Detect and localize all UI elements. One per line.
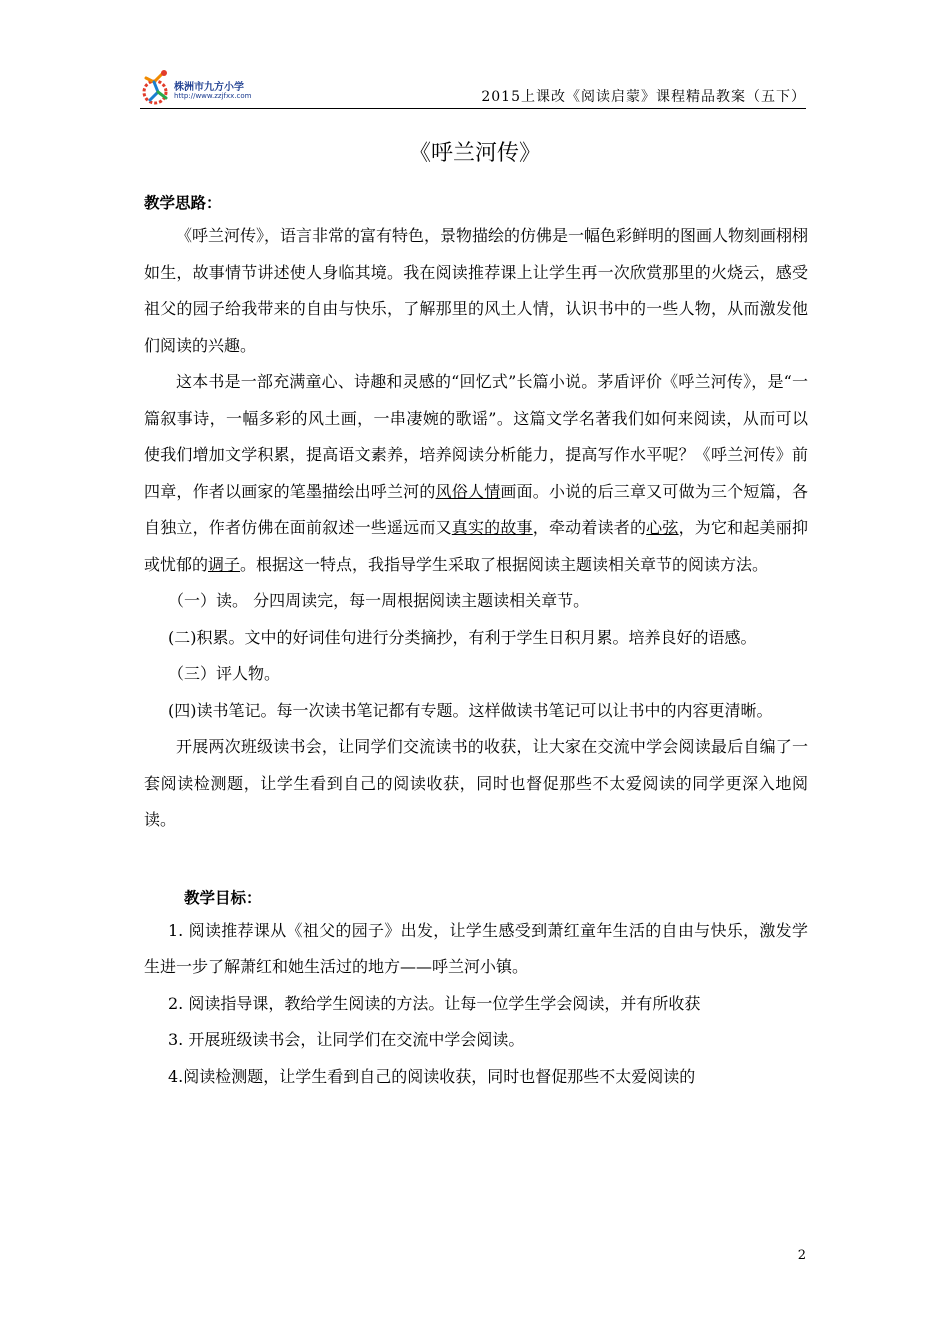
school-url: http://www.zzjfxx.com <box>174 92 252 100</box>
underlined-phrase: 真实的故事 <box>451 518 533 537</box>
goal-item-3: 3. 开展班级读书会，让同学们在交流中学会阅读。 <box>168 1030 525 1049</box>
method-item-read: （一）读。 分四周读完，每一周根据阅读主题读相关章节。 <box>168 591 590 610</box>
goal-item-2: 2. 阅读指导课，教给学生阅读的方法。让每一位学生学会阅读，并有所收获 <box>168 993 701 1013</box>
document-title: 《呼兰河传》 <box>408 141 541 166</box>
document-body <box>144 188 808 1095</box>
page-number: 2 <box>797 1248 806 1263</box>
underlined-phrase: 心弦 <box>646 518 679 537</box>
underlined-phrase: 调子 <box>208 554 241 574</box>
goal-item-4: 4.阅读检测题，让学生看到自己的阅读收获，同时也督促那些不太爱阅读的 <box>168 1066 696 1086</box>
underlined-phrase: 风俗人情 <box>435 481 501 501</box>
goal-item-1: 1. 阅读推荐课从《祖父的园子》出发，让学生感受到萧红童年生活的自由与快乐，激发学生进一步了解萧红和她生活过的地方——呼兰河小镇。 <box>144 920 808 976</box>
paragraph-intro: 《呼兰河传》，语言非常的富有特色，景物描绘的仿佛是一幅色彩鲜明的图画人物刻画栩栩如生，故事情节讲述使人身临其境。我在阅读推荐课上让学生再一次欣赏那里的火烧云，感受祖父的园子给我带来的自由与快乐，了解那里的风土人情，认识书中的一些人物，从而激发他们阅读的兴趣。 <box>144 226 809 355</box>
method-item-characters: （三）评人物。 <box>168 664 281 683</box>
header-divider <box>140 108 806 109</box>
method-item-accumulate: (二)积累。文中的好词佳句进行分类摘抄，有利于学生日积月累。培养良好的语感。 <box>168 627 757 647</box>
course-header-title: 2015上课改《阅读启蒙》课程精品教案（五下） <box>481 89 806 105</box>
section-heading-teaching-approach: 教学思路： <box>144 194 222 212</box>
section-heading-teaching-goals: 教学目标： <box>184 888 262 907</box>
school-name: 株洲市九方小学 <box>174 82 244 93</box>
paragraph-reading-club: 开展两次班级读书会，让同学们交流读书的收获，让大家在交流中学会阅读最后自编了一套阅读检测题，让学生看到自己的阅读收获，同时也督促那些不太爱阅读的同学更深入地阅读。 <box>144 737 808 829</box>
paragraph-book-overview: 这本书是一部充满童心、诗趣和灵感的“回忆式”长篇小说。茅盾评价《呼兰河传》，是“一篇叙事诗，一幅多彩的风土画，一串凄婉的歌谣”。这篇文学名著我们如何来阅读，从而可以使我们增加文学积累，提高语文素养，培养阅读分析能力，提高写作水平呢？《呼兰河传》前四章，作者以画家的笔墨描绘出呼兰河的风俗人情画面。小说的后三章又可做为三个短篇，各自独立，作者仿佛在面前叙述一些遥远而又真实的故事，牵动着读者的心弦，为它和起美丽抑或忧郁的调子。根据这一特点，我指导学生采取了根据阅读主题读相关章节的阅读方法。 <box>144 372 808 574</box>
method-item-notes: (四)读书笔记。每一次读书笔记都有专题。这样做读书笔记可以让书中的内容更清晰。 <box>168 700 773 720</box>
runner-logo-icon <box>140 68 174 108</box>
school-logo <box>140 68 280 108</box>
